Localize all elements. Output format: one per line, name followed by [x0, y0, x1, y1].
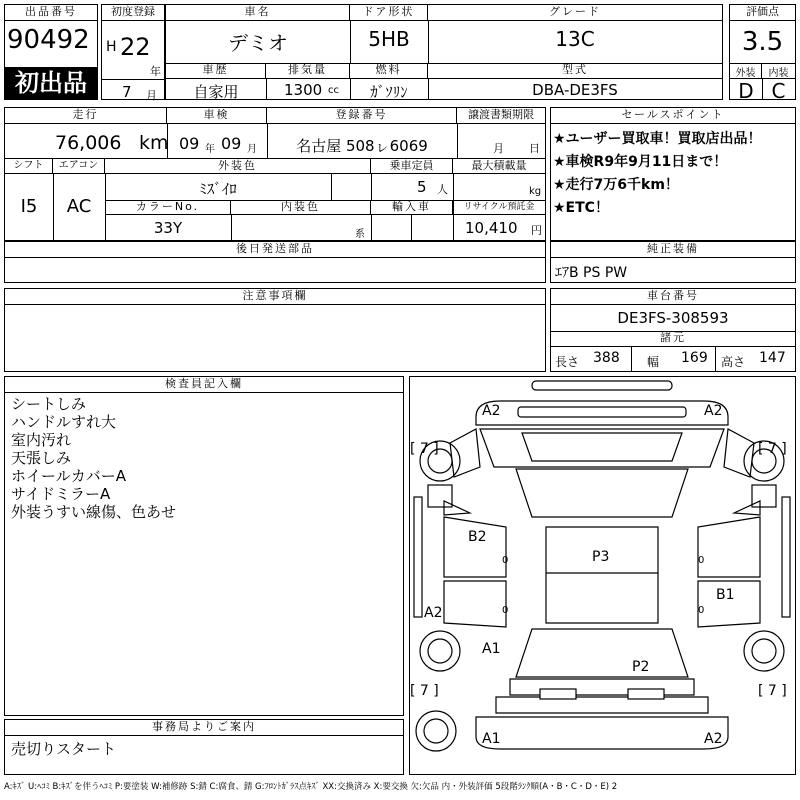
first-listing-badge: 初出品 — [5, 67, 97, 99]
aircon: AC — [66, 196, 92, 217]
inspector-note: 室内汚れ — [11, 431, 72, 449]
max-load-label: 最大積載量 — [453, 159, 545, 174]
door-shape: 5HB — [368, 27, 410, 51]
mark-left-a2: A2 — [424, 605, 443, 621]
width-label: 幅 — [647, 355, 660, 369]
lot-label: 出品番号 — [5, 5, 97, 21]
sales-points-box — [550, 107, 796, 241]
shift-type: I5 — [20, 196, 38, 217]
tire-mark-right-bottom: [ 7 ] — [758, 683, 787, 699]
car-name: デミオ — [228, 31, 288, 55]
inspector-note: シートしみ — [11, 395, 87, 413]
grade-label: グレード — [428, 5, 722, 21]
details-box — [4, 107, 546, 241]
first-registration-label: 初度登録 — [102, 5, 164, 21]
inspection-month: 09 — [221, 134, 242, 153]
history-label: 車歴 — [166, 63, 266, 79]
office-notes-label: 事務局よりご案内 — [5, 720, 403, 736]
score-value: 3.5 — [741, 27, 784, 57]
displacement: 1300 — [284, 81, 323, 99]
first-registration-box — [101, 4, 165, 100]
transfer-day: 日 — [529, 142, 540, 155]
exterior-color-label: 外装色 — [105, 159, 371, 174]
car-name-label: 車名 — [166, 5, 350, 21]
recycle-label: リサイクル預託金 — [453, 200, 545, 215]
vehicle-info-box — [165, 4, 723, 100]
tire-mark-left-bottom: [ 7 ] — [410, 683, 439, 699]
tire-mark-right-top: [ 7 ] — [758, 441, 787, 457]
mileage-unit: km — [139, 132, 169, 154]
lot-box — [4, 4, 98, 100]
year-unit: 年 — [150, 65, 161, 78]
length-label: 長さ — [555, 355, 580, 369]
capacity: 5 — [417, 178, 427, 196]
import-label: 輸入車 — [371, 200, 453, 215]
door-label: ドア形状 — [350, 5, 428, 21]
sales-points-label: セールスポイント — [551, 108, 795, 124]
recycle-fee: 10,410 — [465, 219, 518, 237]
mileage: 76,006 — [55, 132, 122, 154]
mark-top-left: A2 — [482, 403, 501, 419]
score-label: 評価点 — [730, 5, 795, 21]
interior-grade: C — [771, 79, 786, 103]
office-note: 売切りスタート — [11, 740, 117, 758]
later-parts-box — [4, 241, 546, 283]
capacity-label: 乗車定員 — [371, 159, 453, 174]
era: H — [106, 39, 117, 55]
first-reg-month: 7 — [122, 83, 132, 101]
inspector-note: 天張しみ — [11, 449, 72, 467]
chassis-label: 車台番号 — [551, 289, 795, 305]
chassis-box — [550, 288, 796, 372]
mark-p3: P3 — [592, 549, 610, 565]
mileage-label: 走行 — [5, 108, 167, 124]
mark-top-right: A2 — [704, 403, 723, 419]
tire-mark-left-top: [ 7 ] — [410, 441, 439, 457]
zero-mark: 0 — [698, 605, 705, 616]
lot-number: 90492 — [7, 25, 90, 55]
inspector-note: ホイールカバーA — [11, 467, 126, 485]
mark-a1: A1 — [482, 641, 501, 657]
inspector-note: 外装うすい線傷、色あせ — [11, 503, 177, 521]
notes-label: 注意事項欄 — [5, 289, 545, 305]
sales-point: ★車検R9年9月11日まで！ — [553, 154, 728, 170]
zero-mark: 0 — [698, 555, 705, 566]
chassis-number: DE3FS-308593 — [617, 309, 729, 327]
displacement-unit: cc — [328, 85, 339, 96]
inspector-note: サイドミラーA — [11, 485, 111, 503]
mark-bottom-right: A2 — [704, 731, 723, 747]
later-parts-label: 後日発送部品 — [5, 242, 545, 258]
notes-box — [4, 288, 546, 372]
genuine-equipment-label: 純正装備 — [551, 242, 795, 258]
exterior-label: 外装 — [730, 64, 762, 79]
vehicle-history: 自家用 — [193, 83, 239, 101]
first-reg-year: 22 — [120, 33, 151, 61]
model-label: 型式 — [428, 63, 722, 79]
interior-color-unit: 系 — [355, 229, 365, 240]
mark-b1: B1 — [716, 587, 735, 603]
color-no-label: カラーNo. — [105, 200, 231, 215]
mark-b2: B2 — [468, 529, 487, 545]
recycle-unit: 円 — [531, 224, 542, 237]
zero-mark: 0 — [502, 605, 509, 616]
inspector-notes-box — [4, 376, 404, 716]
grade: 13C — [555, 27, 595, 51]
genuine-equipment: ｴｱB PS PW — [555, 265, 628, 281]
interior-color-label: 内装色 — [231, 200, 371, 215]
car-diagram — [410, 377, 795, 774]
sales-point: ★ETC！ — [553, 200, 609, 216]
model-code: DBA-DE3FS — [532, 81, 618, 99]
aircon-label: エアコン — [53, 159, 105, 174]
mark-p2: P2 — [632, 659, 650, 675]
inspection-year: 09 — [179, 134, 200, 153]
car-diagram-box — [409, 376, 796, 775]
fuel-label: 燃料 — [350, 63, 428, 79]
height-value: 147 — [759, 350, 786, 366]
registration-number: 名古屋 508ㇾ6069 — [296, 137, 428, 155]
sales-point: ★走行7万6千km！ — [553, 177, 679, 193]
inspector-notes-label: 検査員記入欄 — [5, 377, 403, 393]
color-number: 33Y — [153, 219, 183, 237]
transfer-month: 月 — [493, 142, 504, 155]
zero-mark: 0 — [502, 555, 509, 566]
shift-label: シフト — [5, 159, 53, 174]
score-box — [729, 4, 796, 103]
inspector-note: ハンドルすれ大 — [11, 413, 117, 431]
sales-point: ★ユーザー買取車！買取店出品！ — [553, 131, 762, 147]
exterior-grade: D — [738, 79, 754, 103]
registration-label: 登録番号 — [267, 108, 457, 124]
load-unit: kg — [529, 186, 542, 197]
capacity-unit: 人 — [437, 183, 448, 196]
interior-label: 内装 — [762, 64, 795, 79]
displacement-label: 排気量 — [266, 63, 350, 79]
mark-bottom-left: A1 — [482, 731, 501, 747]
office-notes-box — [4, 719, 404, 775]
transfer-deadline-label: 譲渡書類期限 — [457, 108, 545, 124]
length-value: 388 — [593, 350, 620, 366]
inspection-year-unit: 年 — [205, 144, 215, 155]
fuel: ｶﾞｿﾘﾝ — [370, 83, 408, 101]
exterior-color: ﾐｽﾞｲﾛ — [199, 180, 237, 198]
dimensions-label: 諸元 — [551, 331, 795, 347]
genuine-equipment-box — [550, 241, 796, 283]
inspection-month-unit: 月 — [247, 144, 257, 155]
month-unit: 月 — [146, 89, 157, 102]
height-label: 高さ — [721, 355, 746, 369]
width-value: 169 — [681, 350, 708, 366]
legend: A:ｷｽﾞ U:ﾍｺﾐ B:ｷｽﾞを伴うﾍｺﾐ P:要塗装 W:補修跡 S:錆 C:腐食、錆 G:ﾌﾛﾝﾄｶﾞﾗｽ点ｷｽﾞ XX:交換済み X:要交換 欠:欠品 内・外装評価 5段階ﾗﾝｸ順(A・B・C・D・E) 2 — [4, 782, 618, 792]
inspection-label: 車検 — [167, 108, 267, 124]
